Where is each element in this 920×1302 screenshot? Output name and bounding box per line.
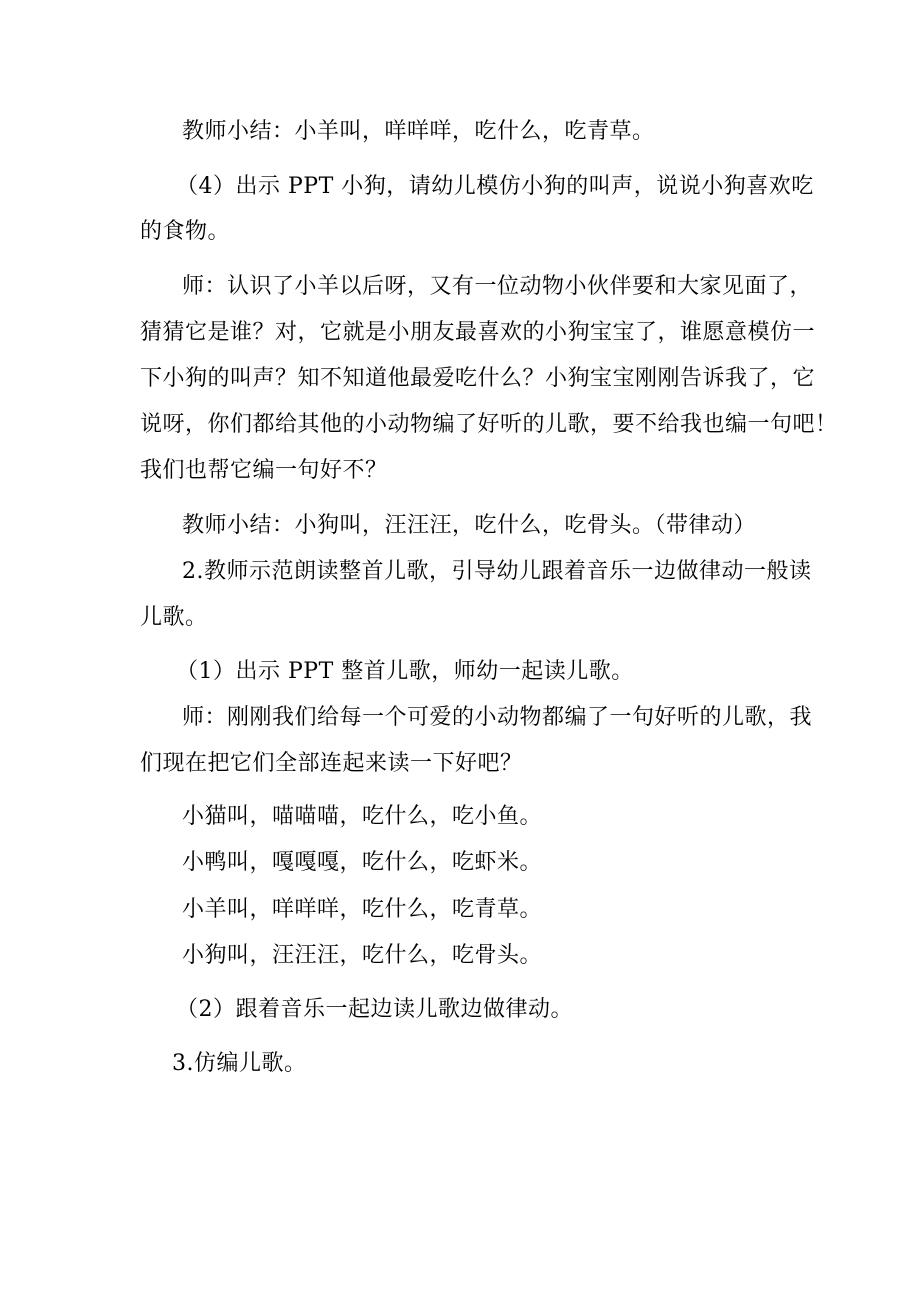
step-4-line-1: （4）出示 PPT 小狗，请幼儿模仿小狗的叫声，说说小狗喜欢吃 — [176, 174, 814, 199]
rhyme-line-duck: 小鸭叫，嘎嘎嘎，吃什么，吃虾米。 — [182, 850, 543, 875]
step-4-line-2: 的食物。 — [140, 219, 231, 244]
teacher-dialogue-1-line-4: 说呀，你们都给其他的小动物编了好听的儿歌，要不给我也编一句吧！ — [140, 412, 838, 437]
section-2-line-1: 2.教师示范朗读整首儿歌，引导幼儿跟着音乐一边做律动一般读 — [182, 559, 812, 584]
rhyme-line-dog: 小狗叫，汪汪汪，吃什么，吃骨头。 — [182, 943, 543, 968]
rhyme-line-cat: 小猫叫，喵喵喵，吃什么，吃小鱼。 — [182, 804, 543, 829]
summary-dog: 教师小结：小狗叫，汪汪汪，吃什么，吃骨头。（带律动） — [182, 513, 757, 538]
section-3-heading: 3.仿编儿歌。 — [172, 1051, 307, 1076]
teacher-dialogue-1-line-5: 我们也帮它编一句好不？ — [140, 458, 388, 483]
teacher-dialogue-2-line-2: 们现在把它们全部连起来读一下好吧？ — [140, 751, 523, 776]
step-1: （1）出示 PPT 整首儿歌，师幼一起读儿歌。 — [176, 659, 634, 684]
teacher-dialogue-2-line-1: 师：刚刚我们给每一个可爱的小动物都编了一句好听的儿歌，我 — [182, 705, 813, 730]
section-2-line-2: 儿歌。 — [140, 605, 208, 630]
summary-sheep: 教师小结：小羊叫，咩咩咩，吃什么，吃青草。 — [182, 119, 655, 144]
teacher-dialogue-1-line-1: 师：认识了小羊以后呀，又有一位动物小伙伴要和大家见面了， — [182, 274, 813, 299]
teacher-dialogue-1-line-2: 猜猜它是谁？对，它就是小朋友最喜欢的小狗宝宝了，谁愿意模仿一 — [140, 320, 816, 345]
teacher-dialogue-1-line-3: 下小狗的叫声？知不知道他最爱吃什么？小狗宝宝刚刚告诉我了，它 — [140, 366, 816, 391]
step-2: （2）跟着音乐一起边读儿歌边做律动。 — [176, 997, 573, 1022]
rhyme-line-sheep: 小羊叫，咩咩咩，吃什么，吃青草。 — [182, 897, 543, 922]
